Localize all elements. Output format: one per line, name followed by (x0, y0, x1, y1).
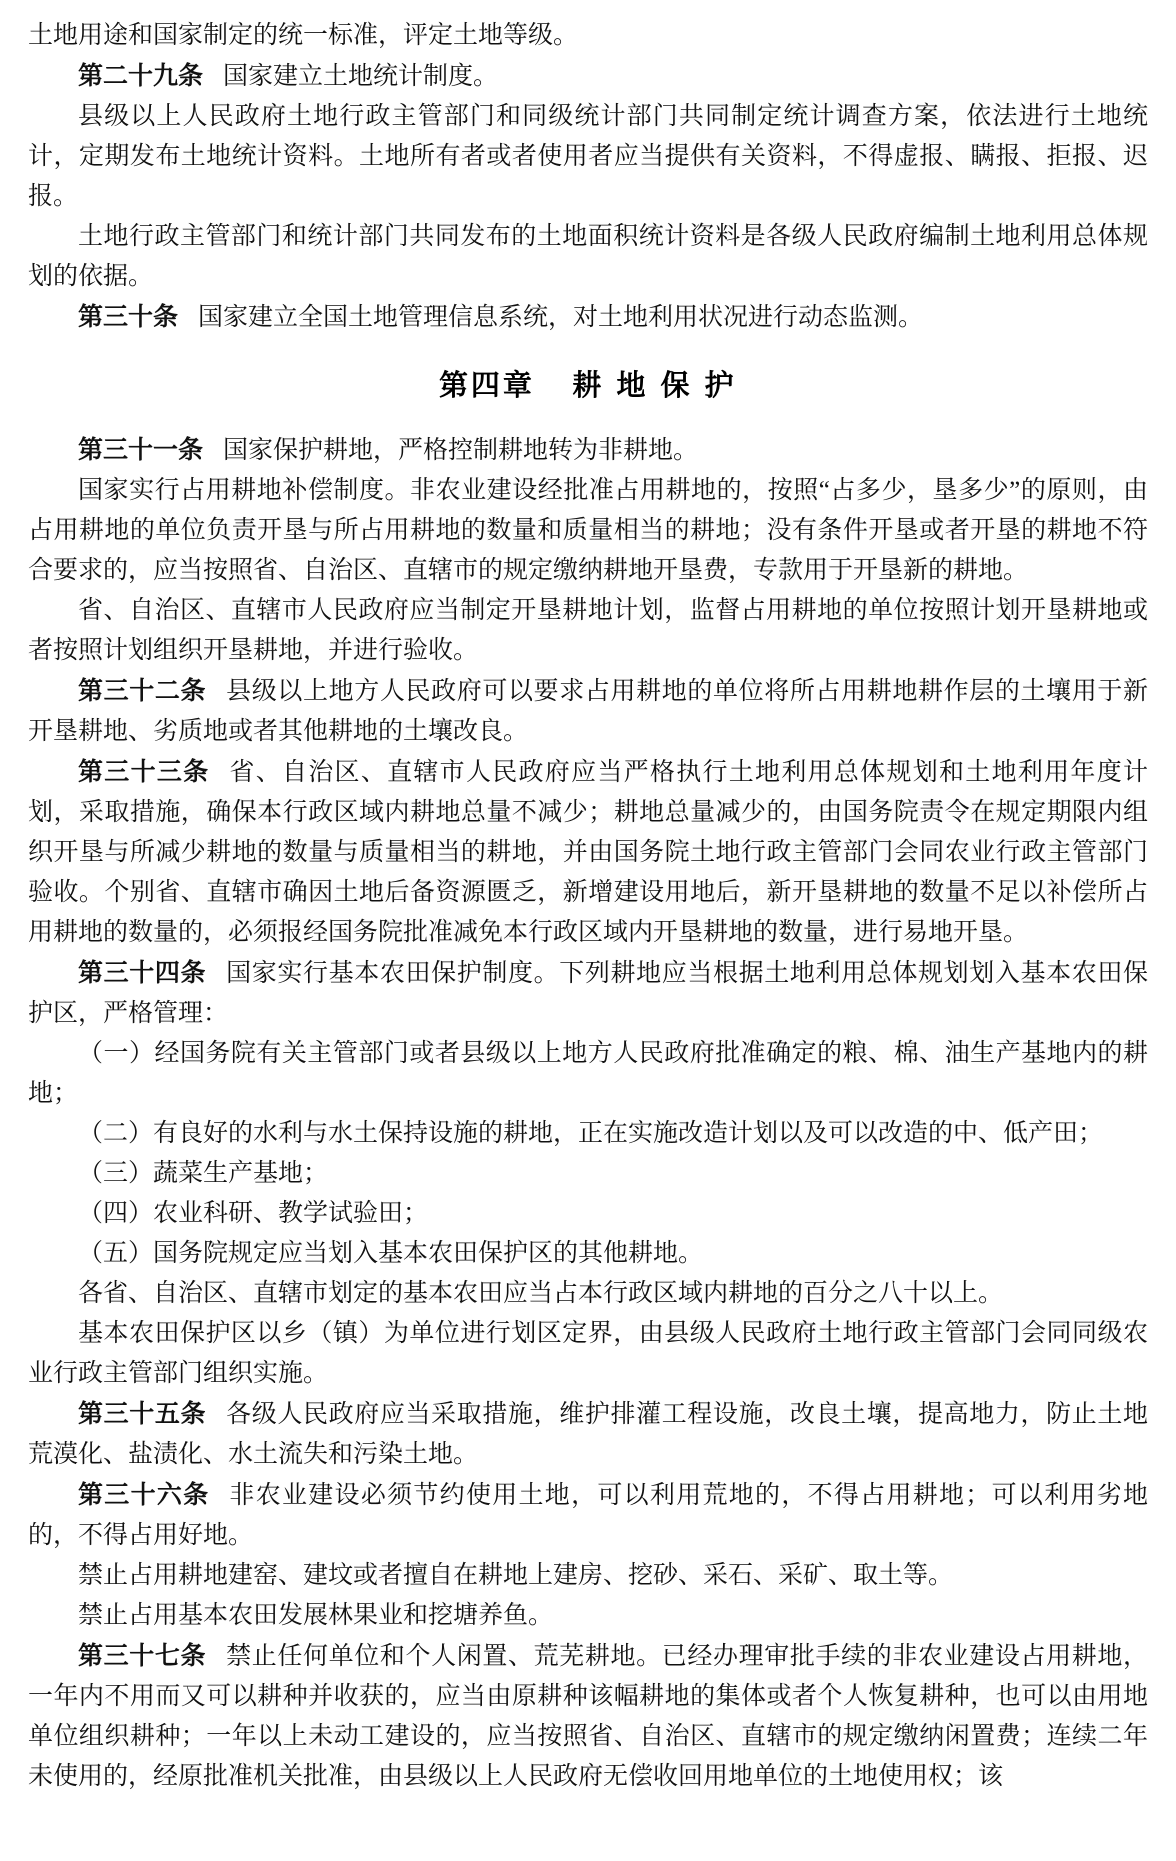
paragraph (28, 1034, 1148, 1114)
paragraph (28, 16, 1148, 56)
paragraph-text: （二）有良好的水利与水土保持设施的耕地，正在实施改造计划以及可以改造的中、低产田； (78, 1120, 1104, 1147)
paragraph-text: 土地行政主管部门和统计部门共同发布的土地面积统计资料是各级人民政府编制土地利用总体规划的依据。 (28, 223, 1148, 290)
article-number: 第二十九条 (78, 62, 204, 90)
paragraph-text: 国家保护耕地，严格控制耕地转为非耕地。 (223, 437, 699, 464)
article-number: 第三十二条 (78, 677, 207, 705)
paragraph (28, 1194, 1148, 1234)
article-number: 第三十五条 (78, 1400, 207, 1428)
paragraph-text: 禁止任何单位和个人闲置、荒芜耕地。已经办理审批手续的非农业建设占用耕地，一年内不用而又可以耕种并收获的，应当由原耕种该幅耕地的集体或者个人恢复耕种，也可以由用地单位组织耕种；一年以上未动工建设的，应当按照省、自治区、直辖市的规定缴纳闲置费；连续二年未使用的，经原批准机关批准，由县级以上人民政府无偿收回用地单位的土地使用权；该 (28, 1643, 1148, 1790)
article-number: 第三十四条 (78, 959, 207, 987)
paragraph-text: （五）国务院规定应当划入基本农田保护区的其他耕地。 (78, 1240, 704, 1267)
paragraph (28, 97, 1148, 217)
chapter-number: 第四章 (439, 370, 535, 402)
paragraph-text: 各级人民政府应当采取措施，维护排灌工程设施，改良土壤，提高地力，防止土地荒漠化、盐渍化、水土流失和污染土地。 (28, 1401, 1148, 1468)
article-number: 第三十七条 (78, 1642, 207, 1670)
paragraph (28, 1314, 1148, 1394)
paragraph (28, 1154, 1148, 1194)
article-paragraph (28, 56, 1148, 97)
article-paragraph (28, 1475, 1148, 1556)
article-paragraph (28, 1394, 1148, 1475)
paragraph (28, 1556, 1148, 1596)
article-paragraph (28, 671, 1148, 752)
document-body (28, 16, 1148, 1797)
paragraph (28, 1234, 1148, 1274)
paragraph (28, 217, 1148, 297)
paragraph (28, 1274, 1148, 1314)
chapter-title: 耕 地 保 护 (572, 370, 737, 402)
paragraph-text: （四）农业科研、教学试验田； (78, 1200, 429, 1227)
article-paragraph (28, 430, 1148, 471)
paragraph-text: （一）经国务院有关主管部门或者县级以上地方人民政府批准确定的粮、棉、油生产基地内的耕地； (28, 1040, 1148, 1107)
article-paragraph (28, 1636, 1148, 1797)
paragraph (28, 471, 1148, 591)
paragraph-text: 国家建立全国土地管理信息系统，对土地利用状况进行动态监测。 (198, 304, 924, 331)
paragraph (28, 591, 1148, 671)
paragraph-text: 非农业建设必须节约使用土地，可以利用荒地的，不得占用耕地；可以利用劣地的，不得占用好地。 (28, 1482, 1148, 1549)
paragraph-text: （三）蔬菜生产基地； (78, 1160, 329, 1187)
paragraph-text: 各省、自治区、直辖市划定的基本农田应当占本行政区域内耕地的百分之八十以上。 (78, 1280, 1004, 1307)
paragraph-text: 国家实行基本农田保护制度。下列耕地应当根据土地利用总体规划划入基本农田保护区，严格管理： (28, 960, 1148, 1027)
article-paragraph (28, 752, 1148, 953)
paragraph-text: 省、自治区、直辖市人民政府应当严格执行土地利用总体规划和土地利用年度计划，采取措施，确保本行政区域内耕地总量不减少；耕地总量减少的，由国务院责令在规定期限内组织开垦与所减少耕地的数量与质量相当的耕地，并由国务院土地行政主管部门会同农业行政主管部门验收。个别省、直辖市确因土地后备资源匮乏，新增建设用地后，新开垦耕地的数量不足以补偿所占用耕地的数量的，必须报经国务院批准减免本行政区域内开垦耕地的数量，进行易地开垦。 (28, 759, 1148, 946)
paragraph-text: 基本农田保护区以乡（镇）为单位进行划区定界，由县级人民政府土地行政主管部门会同同级农业行政主管部门组织实施。 (28, 1320, 1148, 1387)
article-paragraph (28, 297, 1148, 338)
chapter-heading (28, 364, 1148, 408)
paragraph-text: 国家实行占用耕地补偿制度。非农业建设经批准占用耕地的，按照“占多少，垦多少”的原则，由占用耕地的单位负责开垦与所占用耕地的数量和质量相当的耕地；没有条件开垦或者开垦的耕地不符合要求的，应当按照省、自治区、直辖市的规定缴纳耕地开垦费，专款用于开垦新的耕地。 (28, 477, 1148, 584)
paragraph-text: 禁止占用基本农田发展林果业和挖塘养鱼。 (78, 1602, 554, 1629)
article-number: 第三十六条 (78, 1481, 210, 1509)
article-number: 第三十一条 (78, 436, 204, 464)
paragraph (28, 1114, 1148, 1154)
paragraph-text: 土地用途和国家制定的统一标准，评定土地等级。 (28, 22, 579, 49)
paragraph-text: 县级以上地方人民政府可以要求占用耕地的单位将所占用耕地耕作层的土壤用于新开垦耕地、劣质地或者其他耕地的土壤改良。 (28, 678, 1148, 745)
article-number: 第三十条 (78, 303, 179, 331)
article-paragraph (28, 953, 1148, 1034)
paragraph-text: 县级以上人民政府土地行政主管部门和同级统计部门共同制定统计调查方案，依法进行土地统计，定期发布土地统计资料。土地所有者或者使用者应当提供有关资料，不得虚报、瞒报、拒报、迟报。 (28, 103, 1148, 210)
paragraph-text: 省、自治区、直辖市人民政府应当制定开垦耕地计划，监督占用耕地的单位按照计划开垦耕地或者按照计划组织开垦耕地，并进行验收。 (28, 597, 1148, 664)
article-number: 第三十三条 (78, 758, 210, 786)
paragraph-text: 国家建立土地统计制度。 (223, 63, 499, 90)
paragraph (28, 1596, 1148, 1636)
paragraph-text: 禁止占用耕地建窑、建坟或者擅自在耕地上建房、挖砂、采石、采矿、取土等。 (78, 1562, 954, 1589)
